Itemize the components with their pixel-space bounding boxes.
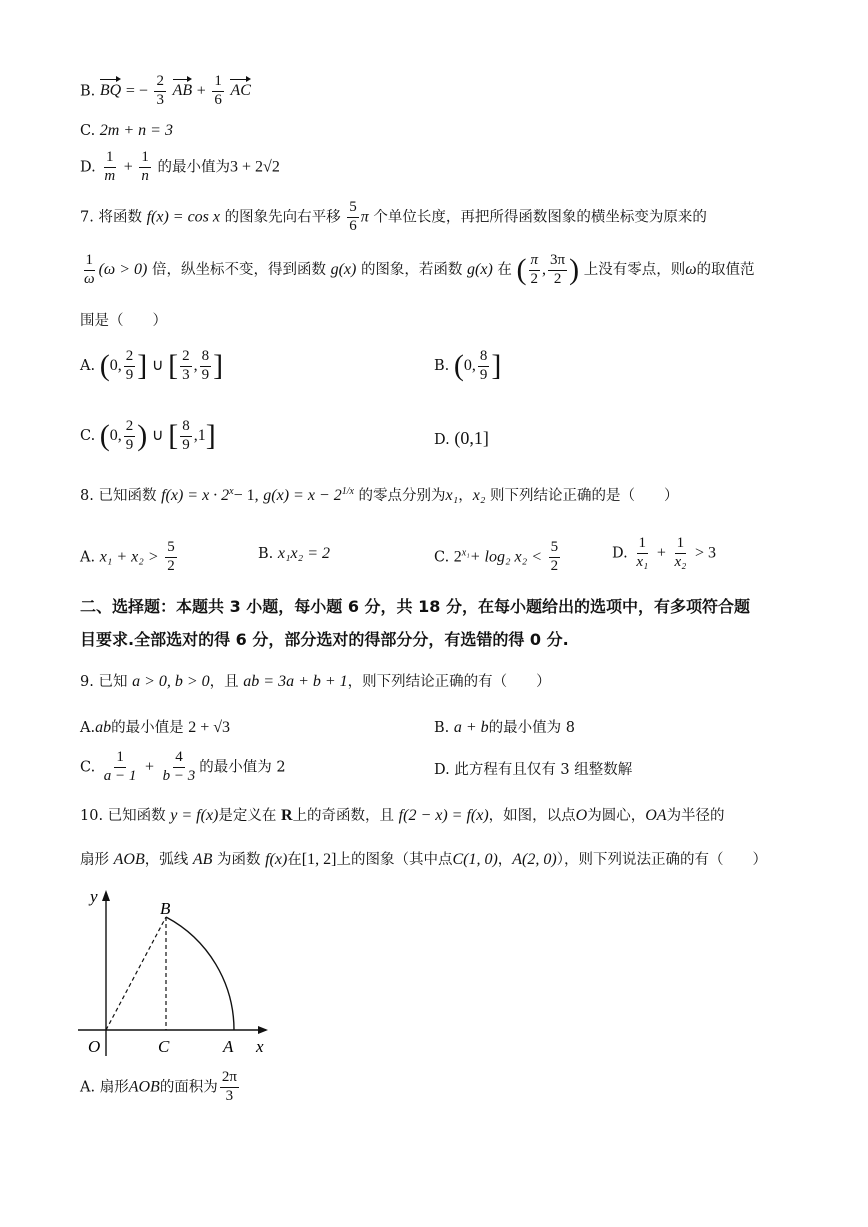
- denominator: x₂: [674, 553, 687, 570]
- function-expression: y = f(x): [170, 807, 219, 824]
- function-expression: f(x) = x · 2: [161, 487, 230, 504]
- stem-text: 10. 已知函数: [80, 808, 166, 824]
- numerator: 2: [154, 74, 166, 92]
- fraction: [139, 150, 151, 185]
- condition: a > 0, b > 0: [132, 673, 210, 690]
- comma: ,: [193, 357, 198, 374]
- real-numbers-symbol: R: [281, 807, 293, 824]
- variable: ab: [95, 719, 112, 736]
- denominator: 3: [182, 366, 190, 383]
- stem-text: ，: [497, 852, 513, 868]
- q6-option-d: [80, 150, 280, 185]
- option-label: C.: [80, 759, 96, 776]
- denominator: x₁: [636, 553, 649, 570]
- fraction: [165, 540, 177, 575]
- omega-symbol: ω: [685, 261, 697, 278]
- numerator: 4: [173, 750, 185, 768]
- option-label: B.: [434, 358, 450, 374]
- stem-text: ，: [458, 488, 473, 504]
- stem-text: 8. 已知函数: [80, 488, 157, 504]
- q8-option-b: [258, 544, 330, 563]
- denominator: 3: [156, 91, 164, 108]
- q6-option-b: [80, 74, 251, 109]
- stem-text: 的图象先向右平移: [224, 209, 341, 226]
- equals-minus: = −: [125, 82, 148, 100]
- function-expression: f(x): [265, 851, 288, 868]
- option-label: A.: [80, 720, 96, 736]
- denominator: ω: [84, 270, 95, 287]
- stem-text: 在: [287, 852, 302, 868]
- numerator: 1: [84, 253, 96, 271]
- stem-text: 上没有零点，则: [583, 262, 686, 278]
- fraction: [102, 150, 117, 185]
- fraction: [124, 349, 136, 384]
- x-axis-label: x: [256, 1037, 264, 1056]
- q9-option-d: [434, 762, 632, 779]
- point-c-label: C: [158, 1037, 170, 1056]
- option-label: D.: [434, 762, 450, 778]
- variable: x₁: [445, 487, 459, 504]
- math-expression: x₁x₂ = 2: [277, 545, 330, 562]
- q10-option-a: [80, 1070, 241, 1105]
- function-expression: g(x): [467, 261, 493, 278]
- option-text: 的最小值为 2: [199, 759, 286, 776]
- denominator: 9: [479, 366, 488, 383]
- fraction: [124, 419, 136, 454]
- point-coordinate: C(1, 0): [452, 851, 498, 868]
- fraction: [180, 419, 192, 454]
- superscript: x₁: [461, 547, 470, 559]
- q10-stem-line1: [80, 806, 725, 825]
- option-label: C.: [80, 428, 96, 444]
- denominator: 2: [167, 557, 175, 574]
- numerator: 2π: [220, 1070, 239, 1088]
- variable: a + b: [453, 719, 489, 736]
- denominator: 2: [553, 270, 562, 287]
- option-label: D.: [434, 432, 450, 448]
- q8-option-a: [80, 540, 179, 575]
- fraction: [549, 540, 561, 575]
- close-paren: ): [569, 253, 580, 286]
- one: ,1: [193, 427, 206, 444]
- denominator: 9: [182, 436, 190, 453]
- q7-option-b: [434, 348, 501, 384]
- equation: f(2 − x) = f(x): [398, 807, 489, 824]
- numerator: 1: [637, 536, 649, 554]
- option-label: C.: [80, 123, 96, 139]
- denominator: b − 3: [162, 767, 196, 784]
- option-text: 的最小值为: [157, 159, 231, 176]
- option-text: 的面积为: [159, 1079, 218, 1096]
- x-axis-arrow: [258, 1026, 268, 1034]
- math-expression: x₁ + x₂ >: [99, 548, 159, 566]
- sector-label: AOB: [128, 1078, 160, 1096]
- fraction: [161, 750, 198, 785]
- segment-ob: [106, 917, 166, 1030]
- option-text: 此方程有且仅有 3 组整数解: [454, 762, 633, 778]
- open-bracket: [: [168, 349, 179, 382]
- arc-label: AB: [192, 851, 213, 868]
- math-value: 3 + 2√2: [230, 158, 280, 176]
- function-expression: g(x): [330, 261, 357, 278]
- section-heading-line2: 目要求.全部选对的得 6 分，部分选对的得部分分，有选错的得 0 分.: [80, 630, 569, 649]
- math-expression-tail: > 3: [694, 544, 716, 562]
- numerator: π: [529, 253, 541, 271]
- numerator: 5: [347, 200, 359, 218]
- option-label: D.: [80, 159, 96, 176]
- numerator: 1: [114, 750, 126, 768]
- option-text: 的最小值是: [111, 720, 184, 736]
- variable: x₂: [472, 487, 486, 504]
- numerator: 2: [124, 419, 136, 437]
- option-label: B.: [80, 83, 96, 100]
- denominator: m: [104, 167, 116, 184]
- open-paren: (: [453, 349, 464, 382]
- math-expression-tail: + log₂ x₂ <: [469, 548, 542, 566]
- fraction: [220, 1070, 239, 1105]
- plus-sign: +: [145, 758, 155, 776]
- denominator: 9: [125, 436, 134, 453]
- q6-option-c: [80, 121, 173, 140]
- open-paren: (: [99, 419, 110, 452]
- q9-option-b: [434, 718, 575, 737]
- stem-text: 为圆心，: [587, 808, 646, 824]
- segment-label: OA: [645, 807, 667, 824]
- stem-text: ，如图，以点: [488, 808, 576, 824]
- y-axis-arrow: [102, 890, 110, 901]
- denominator: 2: [550, 557, 559, 574]
- q7-option-a: [80, 348, 223, 384]
- fraction: [529, 253, 541, 288]
- stem-text: ，弧线: [144, 852, 189, 868]
- stem-text: 在: [497, 262, 512, 278]
- sector-diagram: [70, 880, 290, 1060]
- option-label: A.: [80, 549, 96, 566]
- q8-option-d: [612, 536, 716, 571]
- q9-option-c: [80, 750, 286, 785]
- stem-text: ，且: [209, 674, 239, 690]
- numerator: 5: [165, 540, 177, 558]
- fraction: [548, 253, 567, 288]
- stem-text: 的取值范: [696, 262, 755, 278]
- superscript: x: [229, 486, 234, 498]
- sector-label: AOB: [113, 851, 145, 868]
- open-paren: (: [516, 253, 527, 286]
- zero: 0,: [463, 357, 476, 374]
- option-text: 扇形: [99, 1079, 129, 1096]
- denominator: 9: [201, 366, 210, 383]
- option-label: B.: [434, 720, 450, 736]
- option-text: 的最小值为 8: [488, 720, 576, 736]
- fraction: [634, 536, 650, 571]
- point-label: O: [575, 807, 588, 824]
- vector-bq: BQ: [99, 82, 122, 100]
- numerator: 1: [139, 150, 151, 168]
- q8-option-c: [434, 540, 562, 575]
- stem-text: 上的图象（其中点: [336, 852, 453, 868]
- q9-option-a: [80, 718, 230, 737]
- comma: ,: [542, 261, 547, 278]
- numerator: 3π: [548, 253, 567, 271]
- stem-text: 的图象，若函数: [360, 262, 463, 278]
- q7-stem-line2: [80, 252, 755, 288]
- pi-symbol: π: [360, 208, 369, 226]
- q7-stem-line3: 围是（ ）: [80, 313, 167, 329]
- point-coordinate: A(2, 0): [512, 851, 557, 868]
- close-paren: ): [137, 419, 148, 452]
- stem-text: 个单位长度，再把所得函数图象的横坐标变为原来的: [373, 209, 707, 226]
- close-bracket: ]: [213, 349, 224, 382]
- denominator: 6: [349, 217, 357, 234]
- fraction: [212, 74, 224, 109]
- option-label: A.: [80, 358, 96, 374]
- stem-text: 倍，纵坐标不变，得到函数: [151, 262, 326, 278]
- q7-option-d: [434, 428, 489, 450]
- denominator: n: [141, 167, 149, 184]
- y-axis-label: y: [90, 887, 98, 906]
- close-bracket: ]: [205, 419, 216, 452]
- plus-sign: +: [123, 158, 133, 176]
- q9-stem: [80, 672, 551, 691]
- stem-text: 7. 将函数: [80, 209, 142, 226]
- stem-text: 扇形: [80, 852, 109, 868]
- option-label: B.: [258, 546, 274, 562]
- zero: 0,: [109, 427, 122, 444]
- math-expression: 2: [453, 548, 462, 566]
- numerator: 8: [200, 349, 212, 367]
- fraction: [102, 750, 139, 785]
- fraction: [200, 349, 212, 384]
- close-bracket: ]: [491, 349, 502, 382]
- stem-text: 9. 已知: [80, 674, 128, 690]
- condition: (ω > 0): [98, 261, 148, 278]
- stem-text: 为函数: [216, 852, 261, 868]
- denominator: 2: [530, 270, 539, 287]
- plus-sign: +: [196, 82, 206, 100]
- plus-sign: +: [656, 544, 666, 562]
- arc-ab: [166, 917, 234, 1030]
- denominator: 9: [125, 366, 134, 383]
- function-expression-tail: − 1,: [233, 487, 259, 504]
- option-label: D.: [612, 545, 628, 562]
- stem-text: 则下列结论正确的是（ ）: [490, 488, 679, 504]
- point-b-label: B: [160, 899, 171, 918]
- stem-text: 为半径的: [666, 808, 725, 824]
- numerator: 5: [549, 540, 561, 558]
- zero: 0,: [109, 357, 122, 374]
- denominator: 3: [225, 1087, 234, 1104]
- q10-stem-line2: [80, 850, 767, 869]
- equation: ab = 3a + b + 1: [243, 673, 348, 690]
- stem-text: 的零点分别为: [358, 488, 446, 504]
- fraction: [180, 349, 192, 384]
- denominator: a − 1: [103, 767, 137, 784]
- close-bracket: ]: [137, 349, 148, 382]
- section-heading-line1: 二、选择题：本题共 3 小题，每小题 6 分，共 18 分，在每小题给出的选项中，有多项符合题: [80, 597, 750, 616]
- stem-text: 是定义在: [218, 808, 277, 824]
- stem-text: ，则下列结论正确的有（ ）: [347, 674, 551, 690]
- fraction: [672, 536, 688, 571]
- math-expression: (0,1]: [454, 428, 489, 448]
- union-symbol: ∪: [151, 357, 164, 374]
- union-symbol: ∪: [151, 427, 164, 444]
- numerator: 1: [104, 150, 116, 168]
- numerator: 1: [675, 536, 687, 554]
- open-paren: (: [99, 349, 110, 382]
- numerator: 1: [212, 74, 224, 92]
- fraction: [347, 200, 359, 235]
- numerator: 8: [478, 349, 490, 367]
- option-label: A.: [80, 1079, 96, 1096]
- denominator: 6: [214, 91, 222, 108]
- q8-stem: [80, 486, 679, 505]
- numerator: 8: [180, 419, 192, 437]
- function-expression: g(x) = x − 2: [263, 487, 342, 504]
- function-expression: f(x) = cos x: [146, 208, 220, 226]
- stem-text: ），则下列说法正确的有（ ）: [556, 852, 767, 868]
- superscript: 1/x: [341, 486, 354, 498]
- q7-stem-line1: [80, 200, 707, 235]
- vector-ab: AB: [172, 82, 193, 100]
- fraction: [154, 74, 166, 109]
- numerator: 2: [124, 349, 136, 367]
- point-o-label: O: [88, 1037, 101, 1056]
- point-a-label: A: [223, 1037, 234, 1056]
- fraction: [478, 349, 490, 384]
- math-expression: 2m + n = 3: [99, 122, 173, 139]
- interval: [1, 2]: [301, 851, 337, 868]
- stem-text: 上的奇函数，且: [292, 808, 395, 824]
- vector-ac: AC: [230, 82, 251, 100]
- q7-option-c: [80, 418, 216, 454]
- math-value: 2 + √3: [188, 719, 231, 736]
- numerator: 2: [180, 349, 192, 367]
- option-label: C.: [434, 549, 450, 566]
- open-bracket: [: [168, 419, 179, 452]
- fraction: [82, 253, 97, 288]
